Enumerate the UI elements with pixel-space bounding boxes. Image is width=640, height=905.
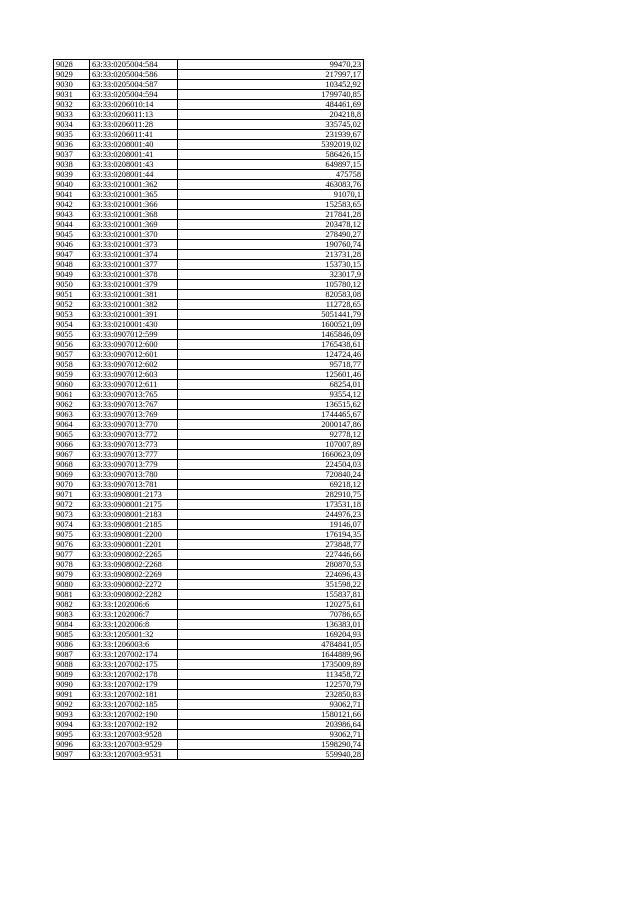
value-cell: 217841,28 [178, 210, 364, 220]
table-row [54, 350, 364, 360]
table-row [54, 470, 364, 480]
table-row [54, 640, 364, 650]
table-row [54, 510, 364, 520]
table-row [54, 740, 364, 750]
value-cell: 1465846,09 [178, 330, 364, 340]
row-number-cell: 9033 [54, 110, 90, 120]
row-number-cell: 9039 [54, 170, 90, 180]
table-row [54, 410, 364, 420]
table-row [54, 210, 364, 220]
table-row [54, 580, 364, 590]
value-cell: 1799740,85 [178, 90, 364, 100]
value-cell: 484461,69 [178, 100, 364, 110]
cadastral-number-cell: 63:33:0208001:44 [90, 170, 178, 180]
table-row [54, 190, 364, 200]
table-row [54, 320, 364, 330]
row-number-cell: 9089 [54, 670, 90, 680]
value-cell: 70786,65 [178, 610, 364, 620]
table-row [54, 600, 364, 610]
cadastral-number-cell: 63:33:0210001:368 [90, 210, 178, 220]
cadastral-number-cell: 63:33:0907012:611 [90, 380, 178, 390]
value-cell: 463083,76 [178, 180, 364, 190]
table-row [54, 310, 364, 320]
row-number-cell: 9074 [54, 520, 90, 530]
cadastral-number-cell: 63:33:0907012:599 [90, 330, 178, 340]
value-cell: 475758 [178, 170, 364, 180]
cadastral-number-cell: 63:33:1206003:6 [90, 640, 178, 650]
row-number-cell: 9050 [54, 280, 90, 290]
row-number-cell: 9043 [54, 210, 90, 220]
cadastral-number-cell: 63:33:0907013:773 [90, 440, 178, 450]
row-number-cell: 9049 [54, 270, 90, 280]
cadastral-number-cell: 63:33:0908001:2175 [90, 500, 178, 510]
cadastral-number-cell: 63:33:0206010:14 [90, 100, 178, 110]
cadastral-number-cell: 63:33:0206011:41 [90, 130, 178, 140]
table-row [54, 570, 364, 580]
table-row [54, 620, 364, 630]
value-cell: 112728,65 [178, 300, 364, 310]
cadastral-number-cell: 63:33:0206011:13 [90, 110, 178, 120]
cadastral-number-cell: 63:33:0908001:2173 [90, 490, 178, 500]
cadastral-number-cell: 63:33:1202006:6 [90, 600, 178, 610]
cadastral-number-cell: 63:33:1207002:179 [90, 680, 178, 690]
row-number-cell: 9041 [54, 190, 90, 200]
row-number-cell: 9078 [54, 560, 90, 570]
row-number-cell: 9096 [54, 740, 90, 750]
value-cell: 120275,61 [178, 600, 364, 610]
row-number-cell: 9035 [54, 130, 90, 140]
value-cell: 224504,03 [178, 460, 364, 470]
table-row [54, 710, 364, 720]
cadastral-number-cell: 63:33:0907013:781 [90, 480, 178, 490]
cadastral-number-cell: 63:33:0205004:594 [90, 90, 178, 100]
table-row [54, 130, 364, 140]
cadastral-number-cell: 63:33:0907013:772 [90, 430, 178, 440]
cadastral-number-cell: 63:33:0210001:366 [90, 200, 178, 210]
cadastral-number-cell: 63:33:0210001:373 [90, 240, 178, 250]
row-number-cell: 9036 [54, 140, 90, 150]
value-cell: 93062,71 [178, 700, 364, 710]
table-row [54, 250, 364, 260]
table-row [54, 650, 364, 660]
value-cell: 232850,83 [178, 690, 364, 700]
table-row [54, 430, 364, 440]
value-cell: 1580121,66 [178, 710, 364, 720]
row-number-cell: 9069 [54, 470, 90, 480]
cadastral-number-cell: 63:33:1207002:174 [90, 650, 178, 660]
value-cell: 19146,07 [178, 520, 364, 530]
value-cell: 173531,18 [178, 500, 364, 510]
row-number-cell: 9054 [54, 320, 90, 330]
cadastral-number-cell: 63:33:1207002:192 [90, 720, 178, 730]
value-cell: 136515,62 [178, 400, 364, 410]
cadastral-number-cell: 63:33:1207002:181 [90, 690, 178, 700]
row-number-cell: 9034 [54, 120, 90, 130]
row-number-cell: 9094 [54, 720, 90, 730]
row-number-cell: 9071 [54, 490, 90, 500]
row-number-cell: 9055 [54, 330, 90, 340]
cadastral-number-cell: 63:33:1207002:185 [90, 700, 178, 710]
row-number-cell: 9087 [54, 650, 90, 660]
cadastral-number-cell: 63:33:0907013:779 [90, 460, 178, 470]
value-cell: 1598290,74 [178, 740, 364, 750]
value-cell: 68254,01 [178, 380, 364, 390]
value-cell: 204218,8 [178, 110, 364, 120]
table-row [54, 100, 364, 110]
table-row [54, 230, 364, 240]
cadastral-number-cell: 63:33:1207003:9529 [90, 740, 178, 750]
table-row [54, 370, 364, 380]
cadastral-number-cell: 63:33:0208001:41 [90, 150, 178, 160]
row-number-cell: 9057 [54, 350, 90, 360]
row-number-cell: 9053 [54, 310, 90, 320]
row-number-cell: 9063 [54, 410, 90, 420]
value-cell: 335745,02 [178, 120, 364, 130]
row-number-cell: 9085 [54, 630, 90, 640]
value-cell: 273848,77 [178, 540, 364, 550]
table-row [54, 180, 364, 190]
row-number-cell: 9086 [54, 640, 90, 650]
row-number-cell: 9082 [54, 600, 90, 610]
value-cell: 5392019,02 [178, 140, 364, 150]
table-row [54, 750, 364, 760]
table-row [54, 420, 364, 430]
table-row [54, 460, 364, 470]
value-cell: 231939,67 [178, 130, 364, 140]
cadastral-number-cell: 63:33:0908002:2268 [90, 560, 178, 570]
row-number-cell: 9028 [54, 60, 90, 70]
value-cell: 107007,89 [178, 440, 364, 450]
row-number-cell: 9045 [54, 230, 90, 240]
row-number-cell: 9070 [54, 480, 90, 490]
table-row [54, 560, 364, 570]
table-row [54, 170, 364, 180]
cadastral-number-cell: 63:33:0907012:601 [90, 350, 178, 360]
value-cell: 351598,22 [178, 580, 364, 590]
value-cell: 203986,64 [178, 720, 364, 730]
value-cell: 1744465,67 [178, 410, 364, 420]
table-row [54, 280, 364, 290]
row-number-cell: 9062 [54, 400, 90, 410]
table-row [54, 110, 364, 120]
value-cell: 136383,01 [178, 620, 364, 630]
cadastral-number-cell: 63:33:0205004:587 [90, 80, 178, 90]
value-cell: 559940,28 [178, 750, 364, 760]
table-row [54, 400, 364, 410]
table-row [54, 70, 364, 80]
value-cell: 213731,28 [178, 250, 364, 260]
cadastral-number-cell: 63:33:1207002:175 [90, 660, 178, 670]
value-cell: 5051441,79 [178, 310, 364, 320]
row-number-cell: 9066 [54, 440, 90, 450]
row-number-cell: 9046 [54, 240, 90, 250]
value-cell: 217997,17 [178, 70, 364, 80]
table-row [54, 590, 364, 600]
cadastral-number-cell: 63:33:0908002:2265 [90, 550, 178, 560]
table-row [54, 240, 364, 250]
table-row [54, 610, 364, 620]
cadastral-number-cell: 63:33:0210001:369 [90, 220, 178, 230]
value-cell: 124724,46 [178, 350, 364, 360]
value-cell: 1660623,09 [178, 450, 364, 460]
table-row [54, 680, 364, 690]
value-cell: 176194,35 [178, 530, 364, 540]
table-row [54, 520, 364, 530]
value-cell: 282910,75 [178, 490, 364, 500]
row-number-cell: 9091 [54, 690, 90, 700]
value-cell: 95718,77 [178, 360, 364, 370]
row-number-cell: 9064 [54, 420, 90, 430]
row-number-cell: 9076 [54, 540, 90, 550]
cadastral-number-cell: 63:33:1207002:190 [90, 710, 178, 720]
value-cell: 1644889,96 [178, 650, 364, 660]
row-number-cell: 9067 [54, 450, 90, 460]
table-row [54, 60, 364, 70]
row-number-cell: 9083 [54, 610, 90, 620]
cadastral-number-cell: 63:33:0205004:586 [90, 70, 178, 80]
row-number-cell: 9079 [54, 570, 90, 580]
cadastral-number-cell: 63:33:0907012:602 [90, 360, 178, 370]
cadastral-number-cell: 63:33:1207003:9531 [90, 750, 178, 760]
table-row [54, 340, 364, 350]
cadastral-number-cell: 63:33:0907013:769 [90, 410, 178, 420]
cadastral-number-cell: 63:33:1205001:32 [90, 630, 178, 640]
cadastral-number-cell: 63:33:0908001:2185 [90, 520, 178, 530]
table-row [54, 440, 364, 450]
table-row [54, 220, 364, 230]
cadastral-number-cell: 63:33:0908001:2183 [90, 510, 178, 520]
table-row [54, 260, 364, 270]
value-cell: 122570,79 [178, 680, 364, 690]
table-row [54, 80, 364, 90]
row-number-cell: 9040 [54, 180, 90, 190]
value-cell: 720840,24 [178, 470, 364, 480]
table-row [54, 540, 364, 550]
cadastral-number-cell: 63:33:0908002:2272 [90, 580, 178, 590]
row-number-cell: 9081 [54, 590, 90, 600]
cadastral-number-cell: 63:33:0210001:381 [90, 290, 178, 300]
cadastral-number-cell: 63:33:0907013:765 [90, 390, 178, 400]
cadastral-number-cell: 63:33:0907013:767 [90, 400, 178, 410]
table-row [54, 490, 364, 500]
row-number-cell: 9072 [54, 500, 90, 510]
cadastral-number-cell: 63:33:1207002:178 [90, 670, 178, 680]
value-cell: 244976,23 [178, 510, 364, 520]
value-cell: 586426,15 [178, 150, 364, 160]
row-number-cell: 9088 [54, 660, 90, 670]
table-row [54, 390, 364, 400]
row-number-cell: 9032 [54, 100, 90, 110]
cadastral-number-cell: 63:33:1202006:7 [90, 610, 178, 620]
row-number-cell: 9084 [54, 620, 90, 630]
cadastral-number-cell: 63:33:0907013:770 [90, 420, 178, 430]
cadastral-number-cell: 63:33:0206011:28 [90, 120, 178, 130]
cadastral-number-cell: 63:33:0908001:2201 [90, 540, 178, 550]
row-number-cell: 9031 [54, 90, 90, 100]
table-row [54, 700, 364, 710]
row-number-cell: 9042 [54, 200, 90, 210]
cadastral-number-cell: 63:33:0210001:430 [90, 320, 178, 330]
value-cell: 155837,81 [178, 590, 364, 600]
value-cell: 152583,65 [178, 200, 364, 210]
value-cell: 103452,92 [178, 80, 364, 90]
value-cell: 323017,9 [178, 270, 364, 280]
value-cell: 4784841,05 [178, 640, 364, 650]
row-number-cell: 9059 [54, 370, 90, 380]
cadastral-number-cell: 63:33:0208001:40 [90, 140, 178, 150]
table-row [54, 160, 364, 170]
cadastral-number-cell: 63:33:1207003:9528 [90, 730, 178, 740]
cadastral-number-cell: 63:33:0210001:382 [90, 300, 178, 310]
cadastral-number-cell: 63:33:0210001:374 [90, 250, 178, 260]
value-cell: 278490,27 [178, 230, 364, 240]
value-cell: 92778,12 [178, 430, 364, 440]
row-number-cell: 9095 [54, 730, 90, 740]
row-number-cell: 9073 [54, 510, 90, 520]
table-row [54, 670, 364, 680]
cadastral-number-cell: 63:33:0210001:391 [90, 310, 178, 320]
table-row [54, 730, 364, 740]
value-cell: 224696,43 [178, 570, 364, 580]
row-number-cell: 9060 [54, 380, 90, 390]
table-row [54, 530, 364, 540]
cadastral-number-cell: 63:33:0208001:43 [90, 160, 178, 170]
cadastral-number-cell: 63:33:0908002:2269 [90, 570, 178, 580]
row-number-cell: 9077 [54, 550, 90, 560]
cadastral-number-cell: 63:33:1202006:8 [90, 620, 178, 630]
row-number-cell: 9075 [54, 530, 90, 540]
value-cell: 2000147,86 [178, 420, 364, 430]
table-row [54, 690, 364, 700]
row-number-cell: 9097 [54, 750, 90, 760]
row-number-cell: 9044 [54, 220, 90, 230]
row-number-cell: 9051 [54, 290, 90, 300]
table-body [54, 60, 364, 760]
cadastral-number-cell: 63:33:0907012:600 [90, 340, 178, 350]
cadastral-number-cell: 63:33:0210001:377 [90, 260, 178, 270]
value-cell: 69218,12 [178, 480, 364, 490]
row-number-cell: 9052 [54, 300, 90, 310]
row-number-cell: 9056 [54, 340, 90, 350]
table-row [54, 90, 364, 100]
table-row [54, 360, 364, 370]
value-cell: 153730,15 [178, 260, 364, 270]
row-number-cell: 9065 [54, 430, 90, 440]
row-number-cell: 9037 [54, 150, 90, 160]
row-number-cell: 9048 [54, 260, 90, 270]
value-cell: 1765438,61 [178, 340, 364, 350]
value-cell: 169204,93 [178, 630, 364, 640]
row-number-cell: 9061 [54, 390, 90, 400]
table-row [54, 120, 364, 130]
table-row [54, 300, 364, 310]
value-cell: 91070,1 [178, 190, 364, 200]
table-row [54, 380, 364, 390]
cadastral-value-table [53, 59, 364, 760]
cadastral-number-cell: 63:33:0210001:370 [90, 230, 178, 240]
value-cell: 649897,15 [178, 160, 364, 170]
table-row [54, 270, 364, 280]
table-row [54, 330, 364, 340]
value-cell: 280870,53 [178, 560, 364, 570]
value-cell: 93062,71 [178, 730, 364, 740]
row-number-cell: 9030 [54, 80, 90, 90]
table-row [54, 450, 364, 460]
table-row [54, 550, 364, 560]
value-cell: 105780,12 [178, 280, 364, 290]
table-row [54, 140, 364, 150]
cadastral-number-cell: 63:33:0908001:2200 [90, 530, 178, 540]
cadastral-number-cell: 63:33:0907013:777 [90, 450, 178, 460]
cadastral-number-cell: 63:33:0210001:379 [90, 280, 178, 290]
value-cell: 203478,12 [178, 220, 364, 230]
value-cell: 125601,46 [178, 370, 364, 380]
cadastral-number-cell: 63:33:0210001:378 [90, 270, 178, 280]
table-row [54, 480, 364, 490]
value-cell: 190760,74 [178, 240, 364, 250]
value-cell: 1735009,89 [178, 660, 364, 670]
value-cell: 1600521,09 [178, 320, 364, 330]
row-number-cell: 9038 [54, 160, 90, 170]
table-row [54, 150, 364, 160]
row-number-cell: 9058 [54, 360, 90, 370]
value-cell: 113458,72 [178, 670, 364, 680]
value-cell: 820583,08 [178, 290, 364, 300]
row-number-cell: 9093 [54, 710, 90, 720]
table-row [54, 720, 364, 730]
row-number-cell: 9068 [54, 460, 90, 470]
value-cell: 93554,12 [178, 390, 364, 400]
value-cell: 227446,66 [178, 550, 364, 560]
cadastral-number-cell: 63:33:0907012:603 [90, 370, 178, 380]
table-row [54, 630, 364, 640]
row-number-cell: 9047 [54, 250, 90, 260]
cadastral-number-cell: 63:33:0908002:2282 [90, 590, 178, 600]
cadastral-number-cell: 63:33:0210001:365 [90, 190, 178, 200]
table-row [54, 200, 364, 210]
cadastral-number-cell: 63:33:0210001:362 [90, 180, 178, 190]
row-number-cell: 9080 [54, 580, 90, 590]
value-cell: 99470,23 [178, 60, 364, 70]
row-number-cell: 9090 [54, 680, 90, 690]
table-row [54, 500, 364, 510]
cadastral-number-cell: 63:33:0205004:584 [90, 60, 178, 70]
row-number-cell: 9092 [54, 700, 90, 710]
cadastral-number-cell: 63:33:0907013:780 [90, 470, 178, 480]
row-number-cell: 9029 [54, 70, 90, 80]
table-row [54, 290, 364, 300]
table-row [54, 660, 364, 670]
